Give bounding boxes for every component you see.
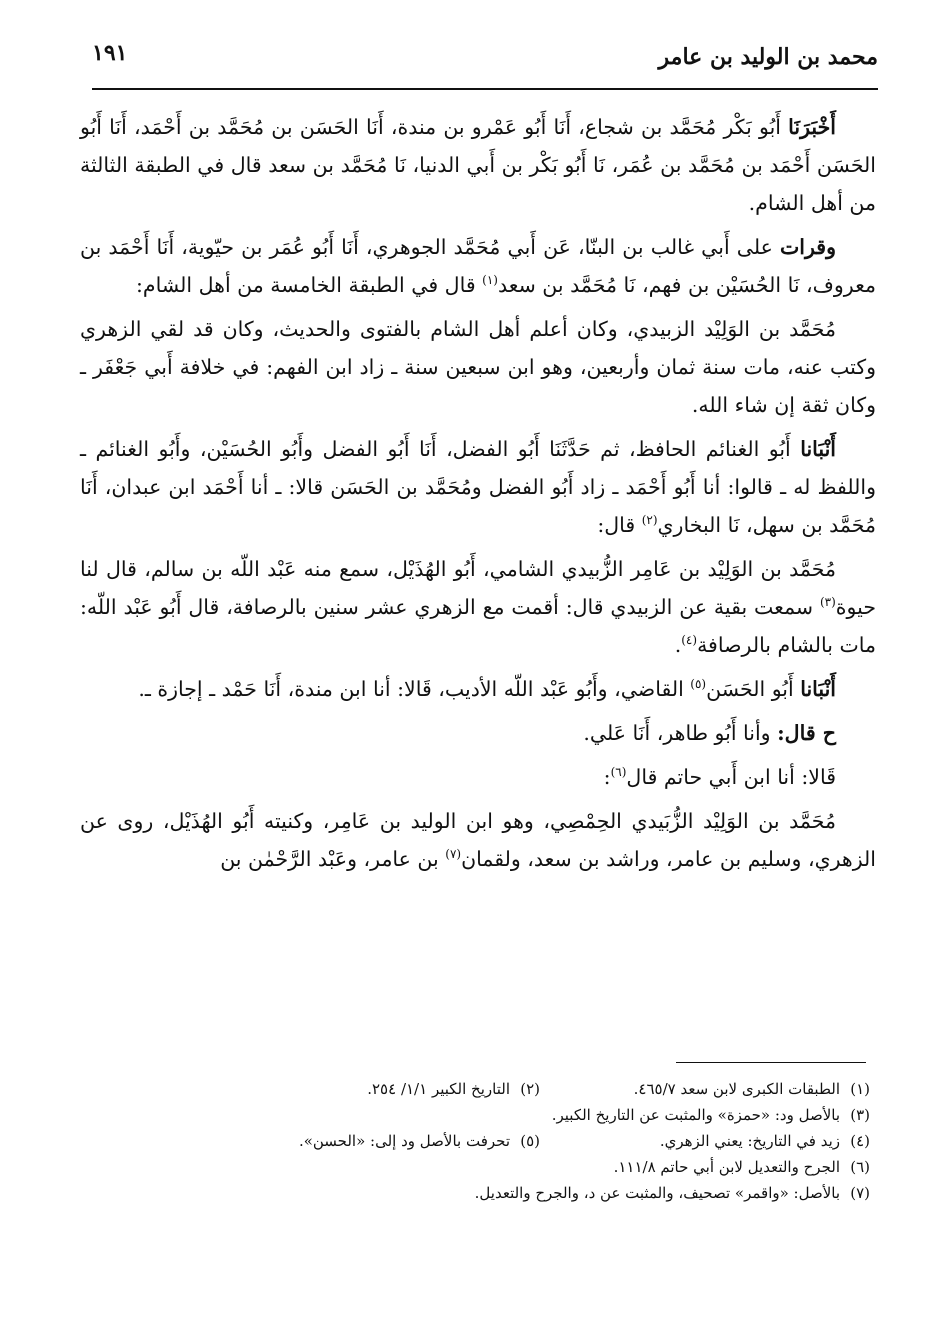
footnote-number: (٢) (520, 1080, 540, 1098)
footnote-text: بالأصل: «واقمر» تصحيف، والمثبت عن د، والجرح والتعديل. (474, 1184, 840, 1202)
footnote-number: (٥) (520, 1132, 540, 1150)
paragraph-lead: أَنْبَانا (800, 437, 836, 461)
paragraph-5 (80, 550, 876, 664)
footnote-line (80, 1154, 870, 1180)
footnote-ref: (٦) (610, 765, 627, 780)
footnote-line (80, 1180, 870, 1206)
footnote-item (367, 1076, 540, 1102)
page-number: ١٩١ (92, 40, 128, 66)
paragraph-text: على أَبي غالب بن البنّا، عَن أَبي مُحَمَّد الجوهري، أَنَا أَبُو عُمَر بن حيّوية، أَنَا أَحْمَد بن معروف، نَا الحُسَيْن بن فهم، نَا مُحَمَّد بن سعد (80, 235, 876, 297)
footnote-item (552, 1102, 870, 1128)
footnotes (80, 1076, 870, 1206)
paragraph-lead: وقرات (779, 235, 836, 259)
running-title: محمد بن الوليد بن عامر (658, 44, 878, 70)
page-header (92, 34, 878, 90)
paragraph-text: أَبُو بَكْر مُحَمَّد بن شجاع، أَنَا أَبُو عَمْرو بن مندة، أَنَا الحَسَن بن مُحَمَّد بن أَحْمَد، أَنَا أَبُو الحَسَن أَحْمَد بن مُحَمَّد بن عُمَر، نَا أَبُو بَكْر بن أَبي الدنيا، نَا مُحَمَّد بن سعد قال في الطبقة الثالثة من أهل الشام. (80, 115, 876, 215)
paragraph-text: مُحَمَّد بن الوَلِيْد الزُّبَيدي الحِمْصِي، وهو ابن الوليد بن عَامِر، وكنيته أَبُو الهُذَيْل، روى عن الزهري، وسليم بن عامر، وراشد بن سعد، ولقمان (80, 809, 876, 871)
footnote-ref: (٥) (690, 677, 707, 692)
paragraph-2 (80, 228, 876, 304)
paragraph-lead: أَخْبَرَنَا (788, 115, 836, 139)
footnote-line (80, 1076, 870, 1102)
footnote-line (80, 1128, 870, 1154)
footnote-rule (676, 1062, 866, 1063)
paragraph-lead: ح قال: (777, 721, 836, 745)
footnote-text: بالأصل ود: «حمزة» والمثبت عن التاريخ الكبير. (551, 1106, 840, 1124)
paragraph-text: قَالا: أنا ابن أَبي حاتم قال (626, 765, 836, 789)
paragraph-1 (80, 108, 876, 222)
paragraph-7 (80, 714, 876, 752)
footnote-text: الجرح والتعديل لابن أبي حاتم ١١١/٨. (613, 1158, 840, 1176)
footnote-number: (١) (850, 1080, 870, 1098)
paragraph-tail: قال في الطبقة الخامسة من أهل الشام: (136, 273, 483, 297)
footnote-item (299, 1128, 540, 1154)
paragraph-text: أَبُو الغنائم الحافظ، ثم حَدَّثَنَا أَبُو الفضل، أَنَا أَبُو الفضل وأَبُو الحُسَيْن، وأَبُو الغنائم ـ واللفظ له ـ قالوا: أنا أَبُو أَحْمَد ـ زاد أَبُو الفضل ومُحَمَّد بن الحَسَن قالا: ـ أنا أَحْمَد ابن عبدان، أَنَا مُحَمَّد بن سهل، نَا البخاري (80, 437, 876, 537)
footnote-text: زيد في التاريخ: يعني الزهري. (659, 1132, 840, 1150)
footnote-number: (٤) (850, 1132, 870, 1150)
footnote-ref: (٢) (641, 513, 658, 528)
footnote-number: (٦) (850, 1158, 870, 1176)
paragraph-text: أَبُو الحَسَن (706, 677, 801, 701)
paragraph-tail: بن عامر، وعَبْد الرَّحْمٰن بن (220, 847, 446, 871)
footnote-ref: (٣) (819, 595, 836, 610)
paragraph-text: وأنا أَبُو طاهر، أَنَا عَلي. (583, 721, 778, 745)
footnote-text: الطبقات الكبرى لابن سعد ٤٦٥/٧. (633, 1080, 840, 1098)
footnote-line (80, 1102, 870, 1128)
paragraph-text: مُحَمَّد بن الوَلِيْد بن عَامِر الزُّبيدي الشامي، أَبُو الهُذَيْل، سمع منه عَبْد اللّه بن سالم، قال لنا حيوة (80, 557, 876, 619)
paragraph-tail: قال: (597, 513, 642, 537)
paragraph-tail: سمعت بقية عن الزبيدي قال: أقمت مع الزهري عشر سنين بالرصافة، قال أَبُو عَبْد اللّه: مات بالشام بالرصافة (80, 595, 876, 657)
paragraph-text: مُحَمَّد بن الوَلِيْد الزبيدي، وكان أعلم أهل الشام بالفتوى والحديث، وكان قد لقي الزهري وكتب عنه، مات سنة ثمان وأربعين، وهو ابن سبعين سنة ـ زاد ابن الفهم: في خلافة أَبي جَعْفَر ـ وكان ثقة إن شاء الله. (80, 317, 876, 417)
footnote-item (475, 1180, 870, 1206)
footnote-ref: (٤) (681, 633, 698, 648)
paragraph-8 (80, 758, 876, 796)
footnote-ref: (٧) (445, 847, 462, 862)
paragraph-9 (80, 802, 876, 878)
paragraph-3 (80, 310, 876, 424)
footnote-item (540, 1128, 870, 1154)
main-text (80, 108, 876, 884)
paragraph-tail: القاضي، وأَبُو عَبْد اللّه الأديب، قَالا: أنا ابن مندة، أَنَا حَمْد ـ إجازة ـ. (138, 677, 691, 701)
footnote-text: تحرفت بالأصل ود إلى: «الحسن». (298, 1132, 510, 1150)
header-rule (92, 88, 878, 90)
paragraph-6 (80, 670, 876, 708)
footnote-item (614, 1154, 870, 1180)
paragraph-4 (80, 430, 876, 544)
footnote-number: (٣) (850, 1106, 870, 1124)
footnote-text: التاريخ الكبير ١/١/ ٢٥٤. (367, 1080, 510, 1098)
paragraph-lead: أَنْبَانا (800, 677, 836, 701)
footnote-ref: (١) (482, 273, 498, 288)
footnote-number: (٧) (850, 1184, 870, 1202)
paragraph-tail: . (674, 633, 682, 657)
paragraph-tail: : (603, 765, 611, 789)
footnote-item (540, 1076, 870, 1102)
